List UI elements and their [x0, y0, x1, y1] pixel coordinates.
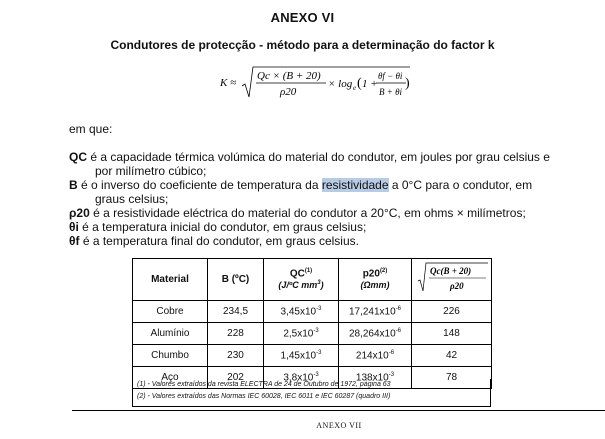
page-footer	[72, 410, 605, 439]
svg-text:): )	[405, 76, 410, 91]
formula-numerator: Qc × (B + 20)	[257, 70, 321, 82]
formula-inner-num: θf − θi	[378, 71, 403, 81]
materials-table	[132, 258, 492, 389]
formula-one-plus: 1 +	[362, 78, 378, 90]
def-b-cont: graus celsius;	[95, 192, 169, 206]
table-row: Alumínio 228 $2,5x10^{-3}$ $28,264x10^{-6}$ 148	[133, 323, 492, 345]
col-k-formula	[412, 259, 492, 301]
def-theta-i: θi é a temperatura inicial do condutor, em graus celsius;	[69, 220, 367, 234]
formula-times-log: × log	[328, 78, 353, 90]
col-material: Material	[133, 259, 208, 301]
svg-text:Qc(B + 20): Qc(B + 20)	[430, 266, 472, 276]
def-p20: ρ20 é a resistividade eléctrica do material do condutor a 20°C, em ohms × milímetros;	[69, 206, 526, 220]
col-qc: QC$^{(1)}$ (J/ºC $mm^3$)	[264, 259, 339, 301]
next-annex-label: ANEXO VII	[316, 421, 362, 430]
svg-text:(: (	[357, 76, 362, 91]
table-note-1: (1) - Valores extraídos da revista ELECTRA de 24 de Outubro de 1972, página 63	[137, 381, 391, 388]
table-formula-graphic	[412, 259, 491, 297]
highlighted-word[interactable]: resistividade	[321, 178, 389, 192]
table-header-row	[133, 259, 492, 301]
em-que-label: em que:	[69, 122, 113, 136]
def-theta-f: θf é a temperatura final do condutor, em graus celsius.	[69, 234, 359, 248]
def-b: B é o inverso do coeficiente de temperatura da resistividade a 0°C para o condutor, em	[69, 178, 533, 192]
table-row: Aço 202 $3,8x10^{-3}$ $138x10^{-3}$ 78	[133, 367, 492, 389]
table-row: Cobre 234,5 $3,45x10^{-3}$ $17,241x10^{-6}$ 226	[133, 301, 492, 323]
col-p20: p20$^{(2)}$ (Ωmm)	[339, 259, 412, 301]
formula-inner-den: B + θi	[379, 87, 402, 97]
table-note-2: (2) - Valores extraídos das Normas IEC 60028, IEC 6011 e IEC 60287 (quadro III)	[137, 393, 391, 400]
def-qc: QC é a capacidade térmica volúmica do material do condutor, em joules por grau celsius e	[69, 150, 550, 164]
formula-log-base: e	[353, 84, 357, 92]
section-subtitle: Condutores de protecção - método para a determinação do factor k	[110, 38, 495, 52]
svg-text:ρ20: ρ20	[450, 281, 464, 291]
k-formula	[212, 64, 412, 104]
formula-denominator: ρ20	[280, 86, 297, 98]
table-notes	[132, 379, 491, 407]
formula-lhs: K ≈	[220, 77, 237, 89]
def-qc-cont: por milímetro cúbico;	[95, 164, 207, 178]
col-b: B (ºC)	[208, 259, 264, 301]
table-row: Chumbo 230 $1,45x10^{-3}$ $214x10^{-6}$ 42	[133, 345, 492, 367]
page-title: ANEXO VI	[270, 10, 335, 25]
k-formula-graphic	[212, 64, 412, 104]
